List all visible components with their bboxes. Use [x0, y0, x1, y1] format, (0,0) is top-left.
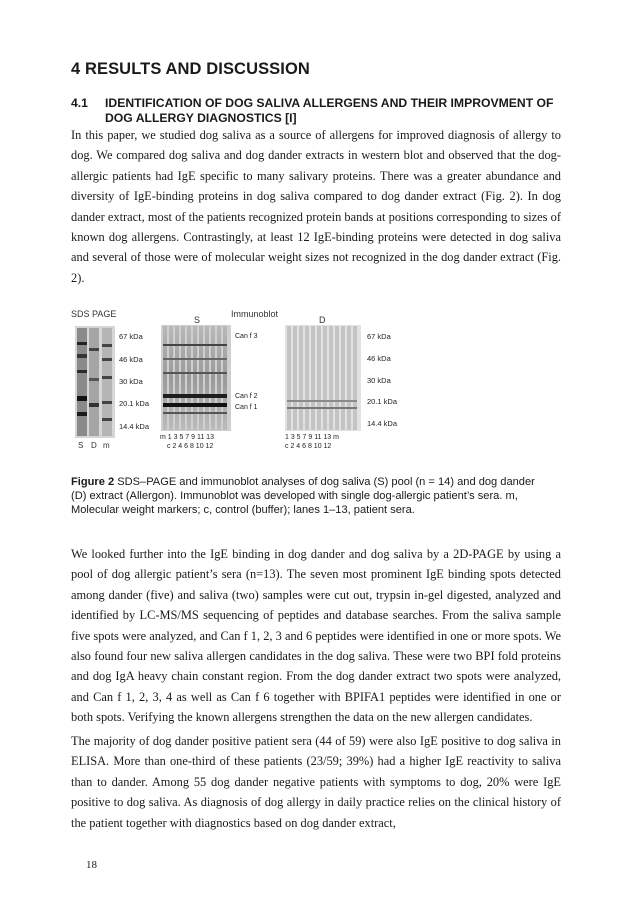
saliva-lanes-bottom: c 2 4 6 8 10 12: [167, 443, 214, 450]
saliva-lanes-top: m 1 3 5 7 9 11 13: [160, 434, 214, 441]
dander-lanes-bottom: c 2 4 6 8 10 12: [285, 443, 332, 450]
page-number: 18: [86, 859, 97, 871]
figure-caption-label: Figure 2: [71, 476, 115, 488]
sds-page-label: SDS PAGE: [71, 309, 117, 319]
marker-right-67: 67 kDa: [367, 332, 391, 341]
sds-lane-label-s: S: [78, 441, 84, 450]
subsection-title: IDENTIFICATION OF DOG SALIVA ALLERGENS AND THEIR IMPROVMENT OF DOG ALLERGY DIAGNOSTICS [I]: [105, 96, 554, 125]
figure-caption: [71, 475, 541, 518]
marker-left-67: 67 kDa: [119, 332, 143, 341]
section-heading: 4 RESULTS AND DISCUSSION: [71, 60, 310, 78]
figure-2-blot-image: [71, 308, 421, 460]
blot-illustration: [71, 308, 421, 460]
saliva-label: S: [194, 315, 201, 325]
can-f2-label: Can f 2: [235, 393, 258, 400]
subsection-number: 4.1: [71, 96, 88, 110]
marker-right-46: 46 kDa: [367, 354, 391, 363]
marker-left-14: 14.4 kDa: [119, 422, 150, 431]
subsection-heading: [71, 96, 561, 126]
figure-caption-text: SDS–PAGE and immunoblot analyses of dog saliva (S) pool (n = 14) and dog dander (D) extract (Allergon). Immunoblot was developed with single dog-allergic patient’s sera. m, Molecular weight markers; c, control (buffer); lanes 1–13, patient sera.: [71, 476, 535, 517]
sds-lane-label-d: D: [91, 441, 97, 450]
sds-gel: [75, 326, 115, 438]
paragraph-2: We looked further into the IgE binding in dog dander and dog saliva by a 2D-PAGE by using a pool of dog allergic patient’s sera (n=13). The seven most prominent IgE binding spots detected among dander (five) and saliva (two) samples were cut out, trypsin in-gel digested, analyzed and identified by LC-MS/MS sequencing of peptides and database searches. From the saliva sample five spots were analyzed, and Can f 1, 2, 3 and 6 peptides were identified in one or more spots. We also found four new saliva allergen candidates in the dog saliva. These were two BPI fold proteins and dog IgA heavy chain constant region. From the dog dander extract two spots were analyzed, and Can f 1, 2, 3, 4 as well as Can f 6 together with BPIFA1 peptides were identified in one or both spots. Verifying the known allergens strengthen the data on the new allergen candidates.: [71, 547, 561, 725]
paragraph-1: In this paper, we studied dog saliva as a source of allergens for improved diagnosis of allergy to dog. We compared dog saliva and dog dander extracts in western blot and observed that the dog-allergic patients had IgE specific to many salivary proteins. There was a greater abundance and diversity of IgE-binding proteins in dog saliva compared to dog dander extract (Fig. 2). In dog dander extract, most of the patients recognized protein bands at positions corresponding to sizes of known dog allergens. Contrastingly, at least 12 IgE-binding proteins were detected in dog saliva and several of those were of molecular weight sizes not recognized in the dog dander extract (Fig. 2).: [71, 128, 561, 285]
sds-lane-label-m: m: [103, 441, 110, 450]
can-f3-label: Can f 3: [235, 333, 258, 340]
marker-left-20: 20.1 kDa: [119, 399, 150, 408]
marker-right-20: 20.1 kDa: [367, 397, 398, 406]
paragraph-3: The majority of dog dander positive patient sera (44 of 59) were also IgE positive to dog saliva in ELISA. More than one-third of these patients (23/59; 39%) had a higher IgE reactivity to saliva than to dander. Among 55 dog dander negative patients with symptoms to dog, 20% were IgE positive to dog saliva. As diagnosis of dog allergy in daily practice relies on the clinical history of the patient together with diagnostics based on dog dander extract,: [71, 734, 561, 830]
can-f1-label: Can f 1: [235, 404, 258, 411]
immunoblot-label: Immunoblot: [231, 309, 279, 319]
marker-left-46: 46 kDa: [119, 355, 143, 364]
marker-left-30: 30 kDa: [119, 377, 143, 386]
dander-lanes-top: 1 3 5 7 9 11 13 m: [285, 434, 339, 441]
dander-label: D: [319, 315, 326, 325]
marker-right-30: 30 kDa: [367, 376, 391, 385]
saliva-blot: [161, 325, 231, 431]
marker-right-14: 14.4 kDa: [367, 419, 398, 428]
dander-blot: [285, 325, 361, 431]
